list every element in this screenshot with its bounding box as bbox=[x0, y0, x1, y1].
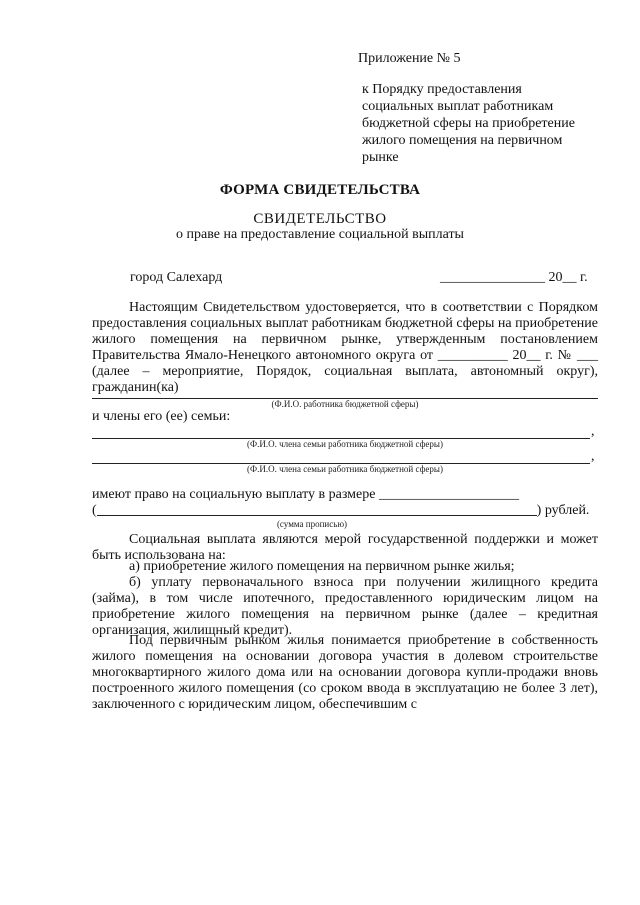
appendix-line: социальных выплат работникам bbox=[362, 99, 554, 114]
comma: , bbox=[591, 449, 595, 464]
family-label: и члены его (ее) семьи: bbox=[92, 409, 231, 424]
appendix-line: рынке bbox=[362, 150, 399, 165]
amount-line bbox=[97, 515, 537, 516]
amount-close: ) рублей. bbox=[536, 503, 590, 518]
family-member-caption: (Ф.И.О. члена семьи работника бюджетной сферы) bbox=[247, 464, 443, 474]
payment-right-label: имеют право на социальную выплату в размере ____________________ bbox=[92, 487, 519, 502]
comma: , bbox=[591, 424, 595, 439]
family-member-field bbox=[92, 425, 598, 449]
place-of-issue: город Салехард bbox=[130, 270, 223, 285]
appendix-line: к Порядку предоставления bbox=[362, 82, 522, 97]
usage-item-b: б) уплату первоначального взноса при получении жилищного кредита (займа), в том числе ипотечного, предоставленного юридическим лицом на приобретение жилого помещения на первичном рынке (далее – кредитная организация, жилищный кредит). bbox=[92, 575, 598, 638]
appendix-title: Приложение № 5 bbox=[358, 51, 461, 66]
amount-open: ( bbox=[92, 503, 97, 518]
appendix-line: жилого помещения на первичном bbox=[362, 133, 563, 148]
family-member-caption: (Ф.И.О. члена семьи работника бюджетной сферы) bbox=[247, 439, 443, 449]
worker-name-field bbox=[92, 398, 598, 409]
worker-name-caption: (Ф.И.О. работника бюджетной сферы) bbox=[271, 399, 419, 409]
certificate-body-paragraph: Настоящим Свидетельством удостоверяется, что в соответствии с Порядком предоставления социальных выплат работникам бюджетной сферы на приобретение жилого помещения на первичном рынке, утвержденным постановлением Правительства Ямало-Ненецкого автономного округа от __________ 20__ г. № ___ (далее – мероприятие, Порядок, социальная выплата, автономный округ), гражданин(ка) bbox=[92, 300, 598, 395]
usage-paragraph: Социальная выплата являются мерой государственной поддержки и может быть использована на: bbox=[92, 532, 598, 563]
issue-date: _______________ 20__ г. bbox=[440, 270, 588, 285]
form-title: ФОРМА СВИДЕТЕЛЬСТВА bbox=[219, 182, 421, 198]
appendix-line: бюджетной сферы на приобретение bbox=[362, 116, 575, 131]
amount-caption: (сумма прописью) bbox=[276, 519, 348, 529]
family-member-field bbox=[92, 450, 598, 474]
usage-item-a: а) приобретение жилого помещения на первичном рынке жилья; bbox=[129, 559, 515, 574]
appendix-text bbox=[362, 81, 607, 166]
certificate-subtitle: о праве на предоставление социальной выплаты bbox=[176, 227, 464, 242]
primary-market-paragraph: Под первичным рынком жилья понимается приобретение в собственность жилого помещения на основании договора участия в долевом строительстве многоквартирного жилого дома или на основании договора купли-продажи вновь построенного жилого помещения (со сроком ввода в эксплуатацию не более 3 лет), заключенного с юридическим лицом, обеспечившим с bbox=[92, 633, 598, 712]
certificate-title: СВИДЕТЕЛЬСТВО bbox=[253, 211, 387, 227]
amount-field bbox=[92, 503, 598, 529]
